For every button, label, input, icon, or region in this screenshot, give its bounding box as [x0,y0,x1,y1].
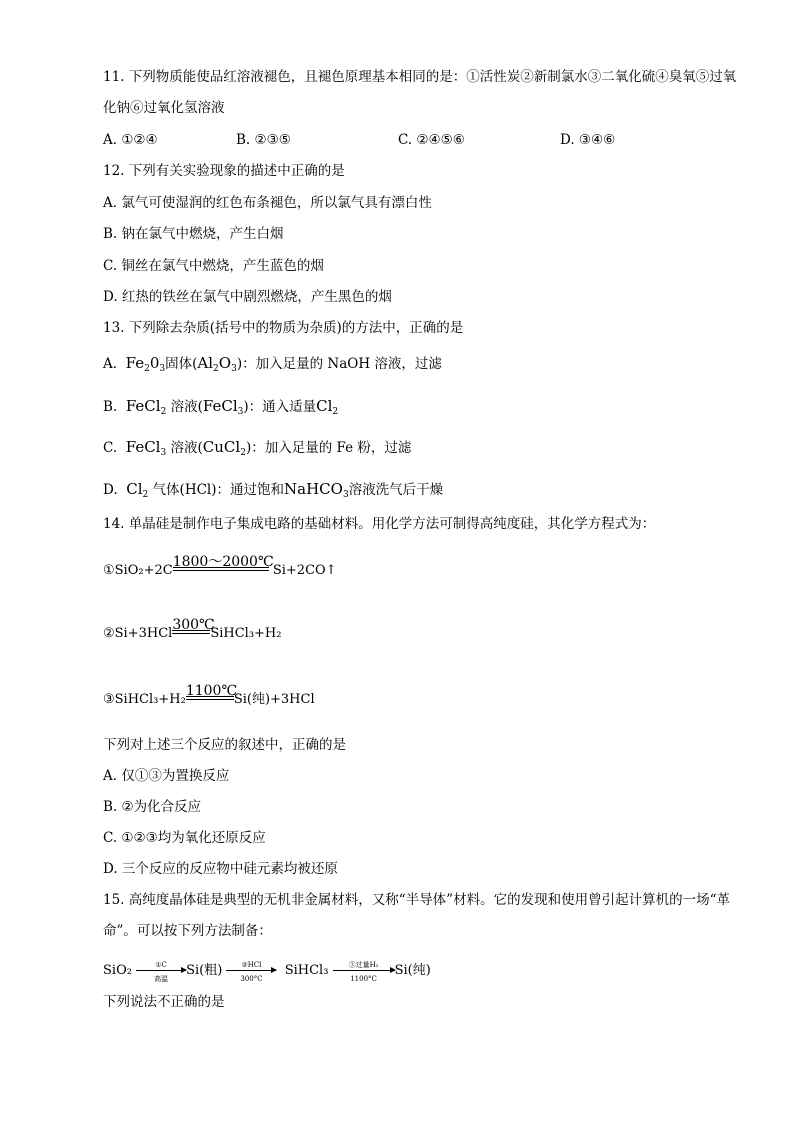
q14-option-a: A. 仅①③为置换反应 [103,768,230,784]
formula-fecl3: FeCl$_3$ [202,397,244,417]
process-arrow-3: ③过量H₂ 1100°C [333,970,395,971]
q15-question: 下列说法不正确的是 [103,994,225,1010]
q11-stem-line1: 11. 下列物质能使品红溶液褪色，且褪色原理基本相同的是：①活性炭②新制氯水③二氧化硫④臭氧⑤过氧 [103,69,737,85]
q12-option-c: C. 铜丝在氯气中燃烧，产生蓝色的烟 [103,258,324,274]
q11-option-c: C. ②④⑤⑥ [398,132,465,148]
q12-option-a: A. 氯气可使湿润的红色布条褪色，所以氯气具有漂白性 [103,195,432,211]
q15-stem-line1: 15. 高纯度晶体硅是典型的无机非金属材料，又称“半导体”材料。它的发现和使用曾引起计算机的一场“革 [103,892,730,908]
q11-option-b: B. ②③⑤ [236,132,291,148]
q15-stem-line2: 命”。可以按下列方法制备： [103,923,272,939]
q15-process-chain: SiO₂ ①C 高温 Si(粗) ②HCl 300°C SiHCl₃ ③过量H₂ 1100°C Si(纯) [103,961,431,983]
q14-equation-2: ②Si+3HCl 300℃ SiHCl₃+H₂ [103,617,282,641]
q14-equation-3: ③SiHCl₃+H₂ 1100℃ Si(纯)+3HCl [103,683,315,707]
q11-stem-line2: 化钠⑥过氧化氢溶液 [103,100,225,116]
reaction-condition-2: 300℃ [172,617,215,633]
q13-option-c: C. FeCl$_3$ 溶液(CuCl$_2$)：加入足量的 Fe 粉，过滤 [103,438,412,458]
q14-option-d: D. 三个反应的反应物中硅元素均被还原 [103,861,338,877]
q11-option-d: D. ③④⑥ [560,132,616,148]
reaction-condition-3: 1100℃ [185,683,238,699]
q13-option-a: A. $Fe_20_3$固体$(Al_2O_3)$：加入足量的 NaOH 溶液，过滤 [103,354,442,374]
q11-option-a: A. ①②④ [103,132,158,148]
q14-stem: 14. 单晶硅是制作电子集成电路的基础材料。用化学方法可制得高纯度硅，其化学方程式为： [103,516,656,532]
process-arrow-2: ②HCl 300°C [226,970,276,971]
q13-option-d: D. $Cl_2$ 气体(HCl)：通过饱和NaHCO$_3$溶液洗气后干燥 [103,480,444,500]
q12-stem: 12. 下列有关实验现象的描述中正确的是 [103,163,345,179]
formula-fecl3-c: FeCl$_3$ [125,438,167,458]
formula-cl2: $Cl_2$ [316,397,339,417]
formula-nahco3: NaHCO$_3$ [284,480,349,500]
reaction-condition-1: 1800～2000℃ [172,554,274,570]
q12-option-d: D. 红热的铁丝在氯气中剧烈燃烧，产生黑色的烟 [103,289,392,305]
formula-fe2o3: $Fe_20_3$ [125,354,166,374]
formula-cucl2: CuCl$_2$ [202,438,246,458]
formula-al2o3: $Al_2O_3$ [197,354,237,374]
formula-cl2-d: $Cl_2$ [126,480,149,500]
q13-option-b: B. FeCl$_2$ 溶液(FeCl$_3$)：通入适量$Cl_2$ [103,397,339,417]
q14-equation-1: ①SiO₂+2C 1800～2000℃ Si+2CO↑ [103,554,337,578]
q14-question: 下列对上述三个反应的叙述中，正确的是 [103,737,346,753]
formula-fecl2: FeCl$_2$ [125,397,167,417]
q13-stem: 13. 下列除去杂质(括号中的物质为杂质)的方法中，正确的是 [103,320,464,336]
q14-option-c: C. ①②③均为氧化还原反应 [103,830,266,846]
q14-option-b: B. ②为化合反应 [103,799,202,815]
process-arrow-1: ①C 高温 [136,970,186,971]
q12-option-b: B. 钠在氯气中燃烧，产生白烟 [103,226,284,242]
